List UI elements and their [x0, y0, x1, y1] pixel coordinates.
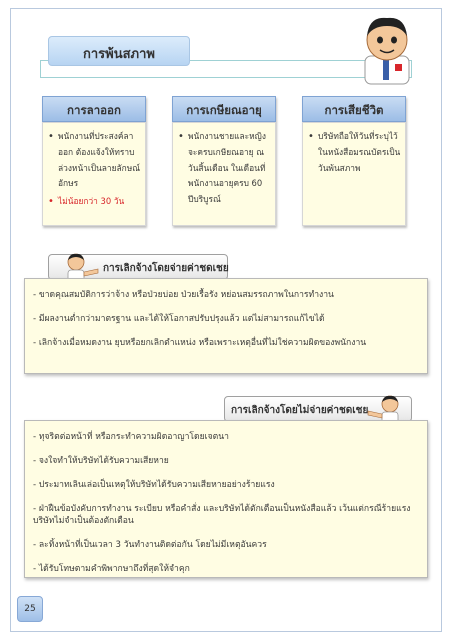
column-box-retirement	[172, 122, 276, 226]
section-item: - ขาดคุณสมบัติการว่าจ้าง หรือป่วยบ่อย ป่วยเรื้อรัง หย่อนสมรรถภาพในการทำงาน	[33, 290, 334, 300]
page-title: การพ้นสภาพ	[83, 47, 155, 62]
section-item: - เลิกจ้างเมื่อหมดงาน ยุบหรือยกเลิกตำแหน่ง หรือเพราะเหตุอื่นที่ไม่ใช่ความผิดของพนักงาน	[33, 338, 367, 348]
section-item: - ฝ่าฝืนข้อบังคับการทำงาน ระเบียบ หรือคำสั่ง และบริษัทได้ตักเตือนเป็นหนังสือแล้ว เว้นแต่กรณีร้ายแรงบริษัทไม่จำเป็นต้องตักเตือน	[33, 504, 411, 526]
column-box-resignation	[42, 122, 146, 226]
column-box-death	[302, 122, 406, 226]
cartoon-man-icon	[355, 14, 417, 86]
column-heading-death: การเสียชีวิต	[302, 96, 406, 122]
section-heading: การเลิกจ้างโดยจ่ายค่าชดเชย	[103, 263, 229, 274]
section-box-no-severance	[24, 420, 428, 578]
list-item: • บริษัทถือให้วันที่ระบุไว้ในหนังสือมรณบัตรเป็นวันพ้นสภาพ	[308, 131, 401, 173]
section-box-severance	[24, 278, 428, 374]
list-item: • พนักงานที่ประสงค์ลาออก ต้องแจ้งให้ทราบล่วงหน้าเป็นลายลักษณ์อักษร	[48, 131, 141, 189]
section-item: - ประมาทเลินเล่อเป็นเหตุให้บริษัทได้รับความเสียหายอย่างร้ายแรง	[33, 480, 275, 490]
list-item: • พนักงานชายและหญิงจะครบเกษียณอายุ ณ วันสิ้นเดือน ในเดือนที่พนักงานอายุครบ 60 ปีบริบูรณ์	[178, 131, 266, 205]
section-heading: การเลิกจ้างโดยไม่จ่ายค่าชดเชย	[231, 405, 369, 416]
section-item: - ทุจริตต่อหน้าที่ หรือกระทำความผิดอาญาโดยเจตนา	[33, 432, 229, 442]
list-item-highlight: • ไม่น้อยกว่า 30 วัน	[48, 196, 125, 208]
page-number: 25	[24, 604, 36, 614]
section-item: - ละทิ้งหน้าที่เป็นเวลา 3 วันทำงานติดต่อกัน โดยไม่มีเหตุอันควร	[33, 540, 267, 550]
column-heading-resignation: การลาออก	[42, 96, 146, 122]
section-item: - มีผลงานต่ำกว่ามาตรฐาน และได้ให้โอกาสปรับปรุงแล้ว แต่ไม่สามารถแก้ไขได้	[33, 314, 325, 324]
column-heading-retirement: การเกษียณอายุ	[172, 96, 276, 122]
section-item: - จงใจทำให้บริษัทได้รับความเสียหาย	[33, 456, 169, 466]
section-item: - ได้รับโทษตามคำพิพากษาถึงที่สุดให้จำคุก	[33, 564, 190, 574]
page-number-badge	[17, 596, 43, 622]
page-title-tab	[48, 36, 190, 66]
